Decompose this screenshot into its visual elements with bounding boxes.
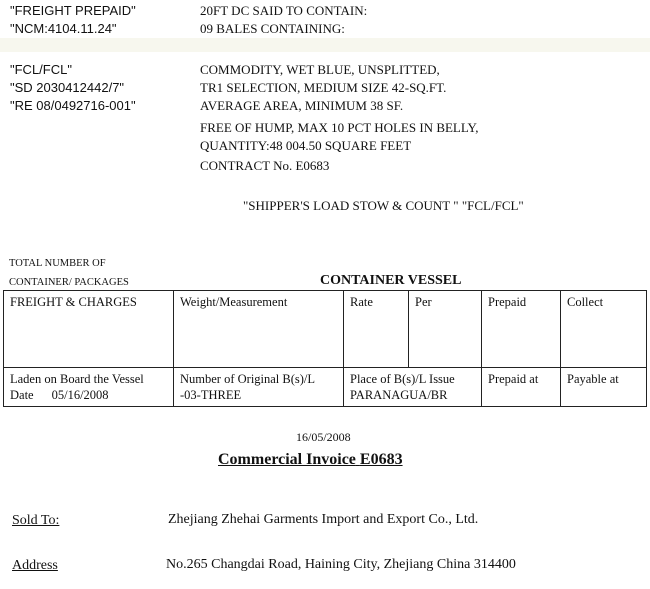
date-value: 05/16/2008 [51,388,109,402]
laden-date [10,387,167,403]
invoice-date: 16/05/2008 [296,430,351,444]
mark-sd: "SD 2030412442/7" [10,80,125,95]
desc-line-4: TR1 SELECTION, MEDIUM SIZE 42-SQ.FT. [200,80,447,95]
laden-cell [4,368,174,407]
desc-line-7: QUANTITY:48 004.50 SQUARE FEET [200,138,412,153]
address-value: No.265 Changdai Road, Haining City, Zhejiang China 314400 [166,557,516,572]
freight-charges-cell: FREIGHT & CHARGES [4,291,174,368]
container-packages-label: CONTAINER/ PACKAGES [9,277,129,288]
original-bl-cell [174,368,344,407]
invoice-title [218,451,403,469]
freight-header-row [4,291,647,368]
desc-line-5: AVERAGE AREA, MINIMUM 38 SF. [200,98,404,113]
prepaid-cell: Prepaid [482,291,561,368]
desc-line-6: FREE OF HUMP, MAX 10 PCT HOLES IN BELLY, [200,120,479,135]
desc-line-2: 09 BALES CONTAINING: [200,21,345,36]
scan-band [0,38,650,52]
original-bl-label: Number of Original B(s)/L [180,372,316,386]
collect-cell: Collect [561,291,647,368]
weight-measurement-cell: Weight/Measurement [174,291,344,368]
stow-count: "SHIPPER'S LOAD STOW & COUNT " "FCL/FCL" [243,198,524,213]
desc-line-3: COMMODITY, WET BLUE, UNSPLITTED, [200,62,440,77]
prepaid-at-cell: Prepaid at [482,368,561,407]
place-issue-label: Place of B(s)/L Issue [350,372,455,386]
payable-at-cell: Payable at [561,368,647,407]
sold-to-label: Sold To: [12,513,60,528]
invoice-title-text: Commercial Invoice [218,451,356,468]
total-number-label: TOTAL NUMBER OF [9,258,106,269]
place-issue-cell [344,368,482,407]
place-issue-value: PARANAGUA/BR [350,388,448,402]
original-bl-value: -03-THREE [180,388,242,402]
mark-ncm: "NCM:4104.11.24" [10,21,117,36]
mark-fcl: "FCL/FCL" [10,62,72,77]
desc-line-1: 20FT DC SAID TO CONTAIN: [200,3,368,18]
mark-re: "RE 08/0492716-001" [10,98,136,113]
freight-table [3,290,647,407]
mark-freight-prepaid: "FREIGHT PREPAID" [10,3,136,18]
rate-cell: Rate [344,291,409,368]
sold-to-value: Zhejiang Zhehai Garments Import and Export Co., Ltd. [168,512,479,527]
desc-line-8: CONTRACT No. E0683 [200,158,330,173]
laden-row [4,368,647,407]
invoice-number: E0683 [359,451,403,468]
date-label: Date [10,388,34,402]
per-cell: Per [409,291,482,368]
container-vessel-title: CONTAINER VESSEL [320,273,462,288]
laden-label: Laden on Board the Vessel [10,372,144,386]
address-label: Address [12,558,58,573]
